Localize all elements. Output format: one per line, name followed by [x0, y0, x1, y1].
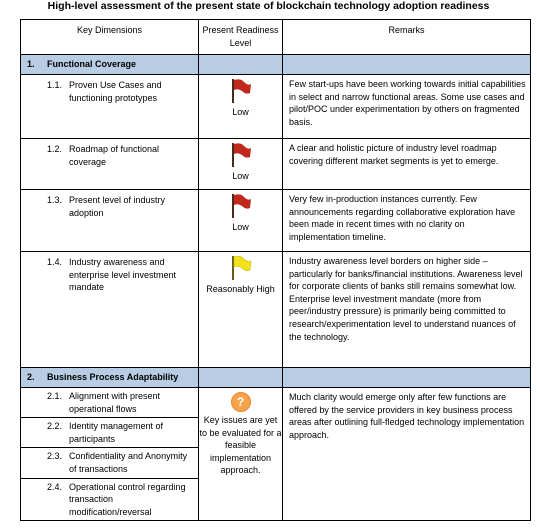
table-row — [21, 75, 531, 139]
row-number: 1.2. — [47, 144, 63, 154]
dimension-label: Present level of industry adoption — [69, 195, 166, 218]
dimension-label: Identity management of participants — [69, 421, 164, 444]
red-flag-icon — [229, 78, 253, 104]
row-number: 2.3. — [47, 451, 63, 462]
remarks-cell: Few start-ups have been working towards initial capabilities in select and narrow functional areas. Some use cases and pilot/POC under experimentation by others on fragmented basis. — [283, 75, 531, 139]
header-remarks: Remarks — [283, 20, 531, 55]
row-number: 2.2. — [47, 421, 63, 432]
document-title: High-level assessment of the present state of blockchain technology adoption readiness — [47, 0, 490, 12]
remarks-cell: Much clarity would emerge only after few functions are offered by the service providers in key business process areas after outlining full-fledged technology implementation approach. — [283, 388, 531, 521]
assessment-table — [20, 19, 531, 521]
red-flag-icon — [229, 193, 253, 219]
remarks-cell: Very few in-production instances currently. Few announcements regarding collaborative exploration have been made in recent times with no clarity on implementation timeline. — [283, 190, 531, 252]
header-readiness: Present Readiness Level — [199, 20, 283, 55]
row-number: 1.3. — [47, 195, 63, 205]
readiness-level: Key issues are yet to be evaluated for a feasible implementation approach. — [199, 415, 282, 476]
header-key-dimensions: Key Dimensions — [21, 20, 199, 55]
table-row — [21, 388, 531, 418]
question-icon: ? — [231, 392, 251, 412]
dimension-label: Alignment with present operational flows — [69, 391, 161, 414]
dimension-label: Confidentiality and Anonymity of transactions — [69, 451, 188, 474]
row-number: 2.4. — [47, 481, 63, 492]
remarks-cell: A clear and holistic picture of industry level roadmap covering different market segments is yet to emerge. — [283, 139, 531, 190]
dimension-label: Industry awareness and enterprise level investment mandate — [69, 257, 177, 293]
remarks-cell: Industry awareness level borders on higher side – particularly for banks/financial institutions. Awareness level for corporate clients of banks still remains somewhat low. Enterprise level investment mandate (more from peer/industry pressure) is primarily being committed to research/experimentation level to understand nuances of the technology. — [283, 252, 531, 368]
section-row-business-process — [21, 368, 531, 388]
section-label: Business Process Adaptability — [47, 372, 179, 382]
table-row — [21, 190, 531, 252]
section-label: Functional Coverage — [47, 59, 137, 69]
section-number: 2. — [27, 372, 35, 382]
yellow-flag-icon — [229, 255, 253, 281]
readiness-level: Reasonably High — [206, 284, 275, 294]
table-header-row — [21, 20, 531, 55]
red-flag-icon — [229, 142, 253, 168]
readiness-level: Low — [232, 107, 249, 117]
row-number: 1.1. — [47, 80, 63, 90]
table-row — [21, 139, 531, 190]
row-number: 1.4. — [47, 257, 63, 267]
row-number: 2.1. — [47, 391, 63, 401]
table-row — [21, 252, 531, 368]
readiness-level: Low — [232, 171, 249, 181]
section-row-functional-coverage — [21, 55, 531, 75]
readiness-level: Low — [232, 222, 249, 232]
dimension-label: Roadmap of functional coverage — [69, 144, 160, 167]
section-number: 1. — [27, 59, 35, 69]
dimension-label: Operational control regarding transaction modification/reversal — [69, 481, 186, 517]
dimension-label: Proven Use Cases and functioning prototypes — [69, 80, 162, 103]
